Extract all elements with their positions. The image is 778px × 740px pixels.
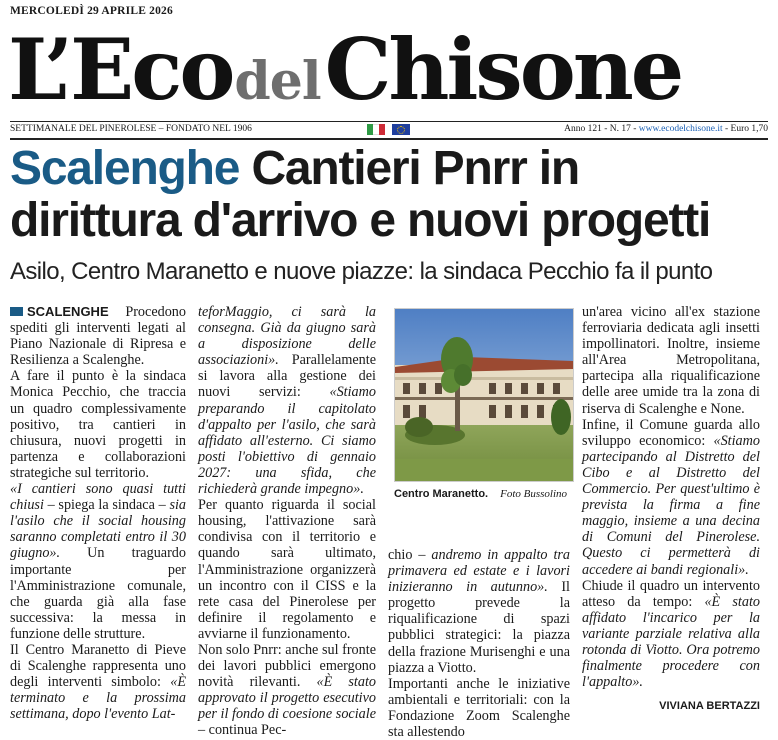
paragraph-text: Parallelamente si lavora alla gestione dei nuovi servizi: xyxy=(198,352,376,401)
quote-text: «È terminato e la prossima settimana, dopo l'evento Lat- xyxy=(10,674,186,723)
issue-info xyxy=(564,124,768,134)
kicker-square-icon xyxy=(10,307,23,316)
quote-text: «Stiamo partecipando al Distretto del Cibo e al Distretto del Commercio. Per quest'ultimo è prevista la firma a fine maggio, insieme a una decina di Comuni del Pinerolese. Questo ci permetterà di accedere ai bandi regionali». xyxy=(582,432,760,578)
caption-text: Centro Maranetto. xyxy=(394,488,489,500)
article-column-4 xyxy=(582,304,760,714)
article-photo xyxy=(394,308,574,482)
article-column-3 xyxy=(388,302,570,740)
article-column-2 xyxy=(198,304,376,739)
kicker-text: SCALENGHE xyxy=(27,304,109,319)
quote-text: sia l'asilo che il social housing saranno completati entro il 30 giugno». xyxy=(10,497,186,562)
photo-credit: Foto Bussolino xyxy=(500,488,568,500)
article-subheadline: Asilo, Centro Maranetto e nuove piazze: la sindaca Pecchio fa il punto xyxy=(10,258,713,285)
issue-price: - Euro 1,70 xyxy=(724,124,768,134)
article-headline xyxy=(10,143,770,247)
headline-line2: dirittura d'arrivo e nuovi progetti xyxy=(10,194,711,247)
paragraph-text: Non solo Pnrr: anche sul fronte dei lavori pubblici emergono novità rilevanti. xyxy=(198,641,376,691)
issue-date: MERCOLEDÌ 29 APRILE 2026 xyxy=(10,5,173,17)
paragraph-text: Procedono spediti gli interventi legati al Piano Nazionale di Ripresa e Resilienza a Scalenghe. xyxy=(10,304,186,369)
website-link[interactable]: www.ecodelchisone.it xyxy=(638,124,723,134)
masthead-part-del: del xyxy=(234,51,321,112)
headline-place: Scalenghe xyxy=(10,142,240,195)
dateline-kicker xyxy=(10,304,109,319)
paragraph-text: Il progetto prevede la riqualificazione di spazi pubblici strategici: la piazza della frazione Murisenghi e una piazza a Viotto. xyxy=(388,579,570,676)
paragraph-text: Importanti anche le iniziative ambientali e territoriali: con la Fondazione Zoom Scalenghe sta allestendo xyxy=(388,675,570,740)
masthead-part-eco: L’Eco xyxy=(8,20,233,119)
paragraph-text: Infine, il Comune guarda allo sviluppo economico: xyxy=(582,416,760,449)
photo-caption xyxy=(394,488,570,501)
quote-text: «I cantieri sono quasi tutti chiusi xyxy=(10,481,186,514)
paragraph-text: A fare il punto è la sindaca Monica Pecchio, che traccia un quadro complessivamente positivo, tra cantieri in chiusura, nuovi progetti in partenza e collaborazioni strategiche sul territorio. xyxy=(10,368,186,481)
eu-flag-icon xyxy=(392,124,410,135)
masthead-rule-top xyxy=(10,121,768,122)
paragraph-text: Il Centro Maranetto di Pieve di Scalenghe rappresenta uno degli interventi simbolo: xyxy=(10,641,186,691)
quote-text: teforMaggio, ci sarà la consegna. Già da giugno sarà a disposizione delle associazioni». xyxy=(198,304,376,369)
masthead-tagline: SETTIMANALE DEL PINEROLESE – FONDATO NEL 1906 xyxy=(10,124,252,134)
paragraph-text: – continua Pec- xyxy=(198,722,287,739)
article-column-1 xyxy=(10,304,186,722)
issue-number: Anno 121 - N. 17 - xyxy=(564,124,637,134)
paragraph-text: Per quanto riguarda il social housing, l'attivazione sarà condivisa con il territorio e quando sarà ultimato, l'Amministrazione organizzerà un incontro con il CISS e la rete casa del Pinerolese per definire il regolamento e avviarne il funzionamento. xyxy=(198,497,376,642)
masthead-part-chisone: Chisone xyxy=(324,20,682,119)
quote-text: «Stiamo preparando il capitolato d'appalto per l'asilo, che sarà affidato all'esterno. Ci siamo posti l'obiettivo di gennaio 2027: una sfida, che richiederà grande impegno». xyxy=(198,384,376,498)
paragraph-text: Chiude il quadro un intervento atteso da tempo: xyxy=(582,577,760,610)
italy-flag-icon xyxy=(367,124,385,135)
quote-text: «È stato affidato l'incarico per la variante parziale relativa alla rotonda di Viotto. Ora potremo finalmente procedere con l'appalto». xyxy=(582,593,760,691)
paragraph-text: un'area vicino all'ex stazione ferroviaria dedicata agli insetti impollinatori. Inoltre, insieme all'Area Metropolitana, partecipa alla riqualificazione delle aree umide tra la zona di riserva di Scalenghe e None. xyxy=(582,304,760,417)
paragraph-text: – spiega la sindaca – xyxy=(43,497,170,514)
quote-text: andremo in appalto tra primavera ed estate e i lavori inizieranno in autunno». xyxy=(388,547,570,596)
masthead-subline xyxy=(10,123,768,137)
quote-text: «È stato approvato il progetto esecutivo per il fondo di coesione sociale xyxy=(198,674,376,723)
headline-line1: Cantieri Pnrr in xyxy=(251,142,579,195)
paragraph-text: Un traguardo importante per l'Amministrazione comunale, che guarda già alla fase successiva: la messa in funzione delle strutture. xyxy=(10,545,186,642)
newspaper-masthead xyxy=(8,20,681,124)
building-photo-illustration xyxy=(395,309,573,481)
author-byline: VIVIANA BERTAZZI xyxy=(659,700,760,713)
paragraph-text: chio – xyxy=(388,547,432,563)
masthead-rule-bottom xyxy=(10,138,768,140)
